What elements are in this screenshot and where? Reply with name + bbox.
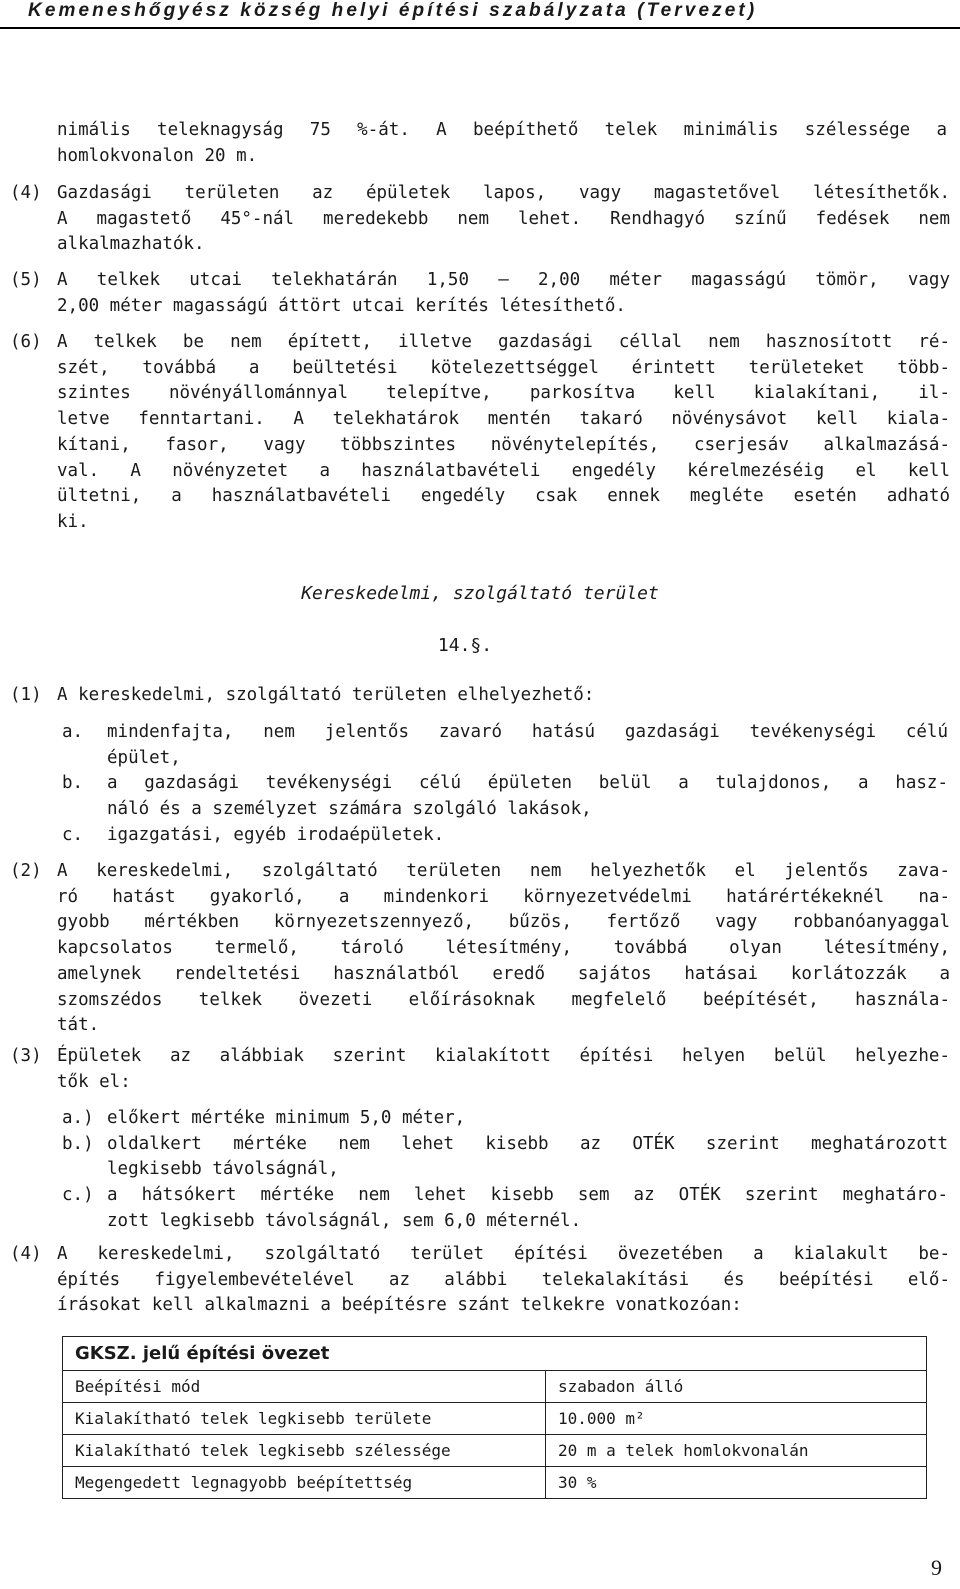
zoning-table [62,1336,927,1499]
table-title: GKSZ. jelű építési övezet [63,1337,927,1371]
table-cell-value: 10.000 m² [546,1403,927,1435]
list-item [62,823,948,849]
list-item [62,720,948,771]
text-line: szét, továbbá a beültetési kötelezettséggel érintett területeket több- [57,357,950,378]
table-row [63,1371,927,1403]
paragraph-13-4 [10,181,950,258]
text-line: zott legkisebb távolságnál, sem 6,0 méternél. [107,1210,582,1231]
table-cell-label: Megengedett legnagyobb beépítettség [63,1467,546,1499]
table-row [63,1435,927,1467]
text-line: Gazdasági területen az épületek lapos, vagy magastetővel létesíthetők. [57,183,950,203]
table-cell-label: Kialakítható telek legkisebb területe [63,1403,546,1435]
list-item [62,1183,948,1234]
text-line: építés figyelembevételével az alábbi telekalakítási és beépítési elő- [57,1269,950,1290]
text-line: amelynek rendeltetési használatból eredő sajátos hatásai korlátozzák a [57,963,950,984]
text-line: A magastető 45°-nál meredekebb nem lehet. Rendhagyó színű fedések nem [57,208,950,229]
list-marker: b.) [62,1133,94,1154]
paragraph-14-1 [10,683,950,709]
list-marker: a. [62,722,84,742]
paragraph-14-2 [10,859,950,1039]
table-cell-value: 20 m a telek homlokvonalán [546,1435,927,1467]
page-number: 9 [931,1555,942,1580]
list-marker: a.) [62,1108,94,1128]
continuation-paragraph [57,118,947,169]
paragraph-number: (2) [10,861,42,881]
table-row [63,1467,927,1499]
text-line: homlokvonalon 20 m. [57,145,258,166]
section-heading: Kereskedelmi, szolgáltató terület [301,583,659,604]
text-line: ró hatást gyakorló, a mindenkori környezetvédelmi határértékeknél na- [57,886,950,907]
text-line: mindenfajta, nem jelentős zavaró hatású gazdasági tevékenységi célú [107,722,948,742]
table-cell-value: szabadon álló [546,1371,927,1403]
paragraph-number: (4) [10,1244,42,1264]
list-item [62,771,948,822]
text-line: előkert mértéke minimum 5,0 méter, [107,1108,466,1128]
text-line: igazgatási, egyéb irodaépületek. [107,824,445,845]
table-cell-value: 30 % [546,1467,927,1499]
text-line: A kereskedelmi, szolgáltató területen nem helyezhetők el jelentős zava- [57,861,950,881]
text-line: szomszédos telkek övezeti előírásoknak megfelelő beépítését, használa- [57,989,950,1010]
paragraph-14-4 [10,1242,950,1319]
paragraph-number: (1) [10,685,42,705]
text-line: A kereskedelmi, szolgáltató területen elhelyezhető: [57,685,595,705]
text-line: épület, [107,747,181,768]
text-line: tők el: [57,1071,131,1092]
list-marker: b. [62,773,84,794]
paragraph-number: (5) [10,270,42,290]
text-line: ültetni, a használatbavételi engedély csak ennek megléte esetén adható [57,486,950,507]
list-item [62,1106,948,1132]
paragraph-13-5 [10,268,950,319]
paragraph-number: (4) [10,183,42,203]
text-line: legkisebb távolságnál, [107,1159,339,1180]
list-item [62,1132,948,1183]
text-line: A kereskedelmi, szolgáltató terület építési övezetében a kialakult be- [57,1244,950,1264]
text-line: alkalmazhatók. [57,234,205,255]
text-line: oldalkert mértéke nem lehet kisebb az OTÉK szerint meghatározott [107,1133,948,1154]
list-14-1 [62,720,948,849]
table-row [63,1403,927,1435]
table-cell-label: Kialakítható telek legkisebb szélessége [63,1435,546,1467]
list-marker: c.) [62,1185,94,1206]
text-line: kítani, fasor, vagy többszintes növénytelepítés, cserjesáv alkalmazásá- [57,434,950,455]
paragraph-number: (6) [10,332,42,352]
text-line: letve fenntartani. A telekhatárok mentén takaró növénysávot kell kiala- [57,409,950,430]
text-line: tát. [57,1015,100,1036]
header-rule [0,27,960,29]
paragraph-13-6 [10,330,950,536]
text-line: írásokat kell alkalmazni a beépítésre szánt telkekre vonatkozóan: [57,1295,742,1316]
page-header [0,0,960,24]
table-cell-label: Beépítési mód [63,1371,546,1403]
section-number: 14.§. [437,635,493,656]
header-title: Kemeneshőgyész község helyi építési szabályzata (Tervezet) [28,0,758,21]
text-line: 2,00 méter magasságú áttört utcai kerítés létesíthető. [57,295,626,316]
text-line: kapcsolatos termelő, tároló létesítmény, továbbá olyan létesítmény, [57,938,950,959]
list-14-3 [62,1106,948,1235]
text-line: nimális teleknagyság 75 %-át. A beépíthető telek minimális szélessége a [57,120,947,140]
text-line: Épületek az alábbiak szerint kialakított építési helyen belül helyezhe- [57,1046,950,1066]
text-line: a gazdasági tevékenységi célú épületen belül a tulajdonos, a hasz- [107,773,948,794]
text-line: val. A növényzetet a használatbavételi engedély kérelmezéséig el kell [57,460,950,481]
list-marker: c. [62,824,84,845]
paragraph-number: (3) [10,1046,42,1066]
paragraph-14-3 [10,1044,950,1095]
text-line: A telkek utcai telekhatárán 1,50 – 2,00 méter magasságú tömör, vagy [57,270,950,290]
text-line: szintes növényállománnyal telepítve, parkosítva kell kialakítani, il- [57,383,950,404]
text-line: a hátsókert mértéke nem lehet kisebb sem az OTÉK szerint meghatáro- [107,1185,948,1206]
text-line: náló és a személyzet számára szolgáló lakások, [107,799,592,820]
text-line: gyobb mértékben környezetszennyező, bűzös, fertőző vagy robbanóanyaggal [57,912,950,933]
text-line: ki. [57,511,89,532]
table-header-row [63,1337,927,1371]
text-line: A telkek be nem épített, illetve gazdasági céllal nem hasznosított ré- [57,332,950,352]
